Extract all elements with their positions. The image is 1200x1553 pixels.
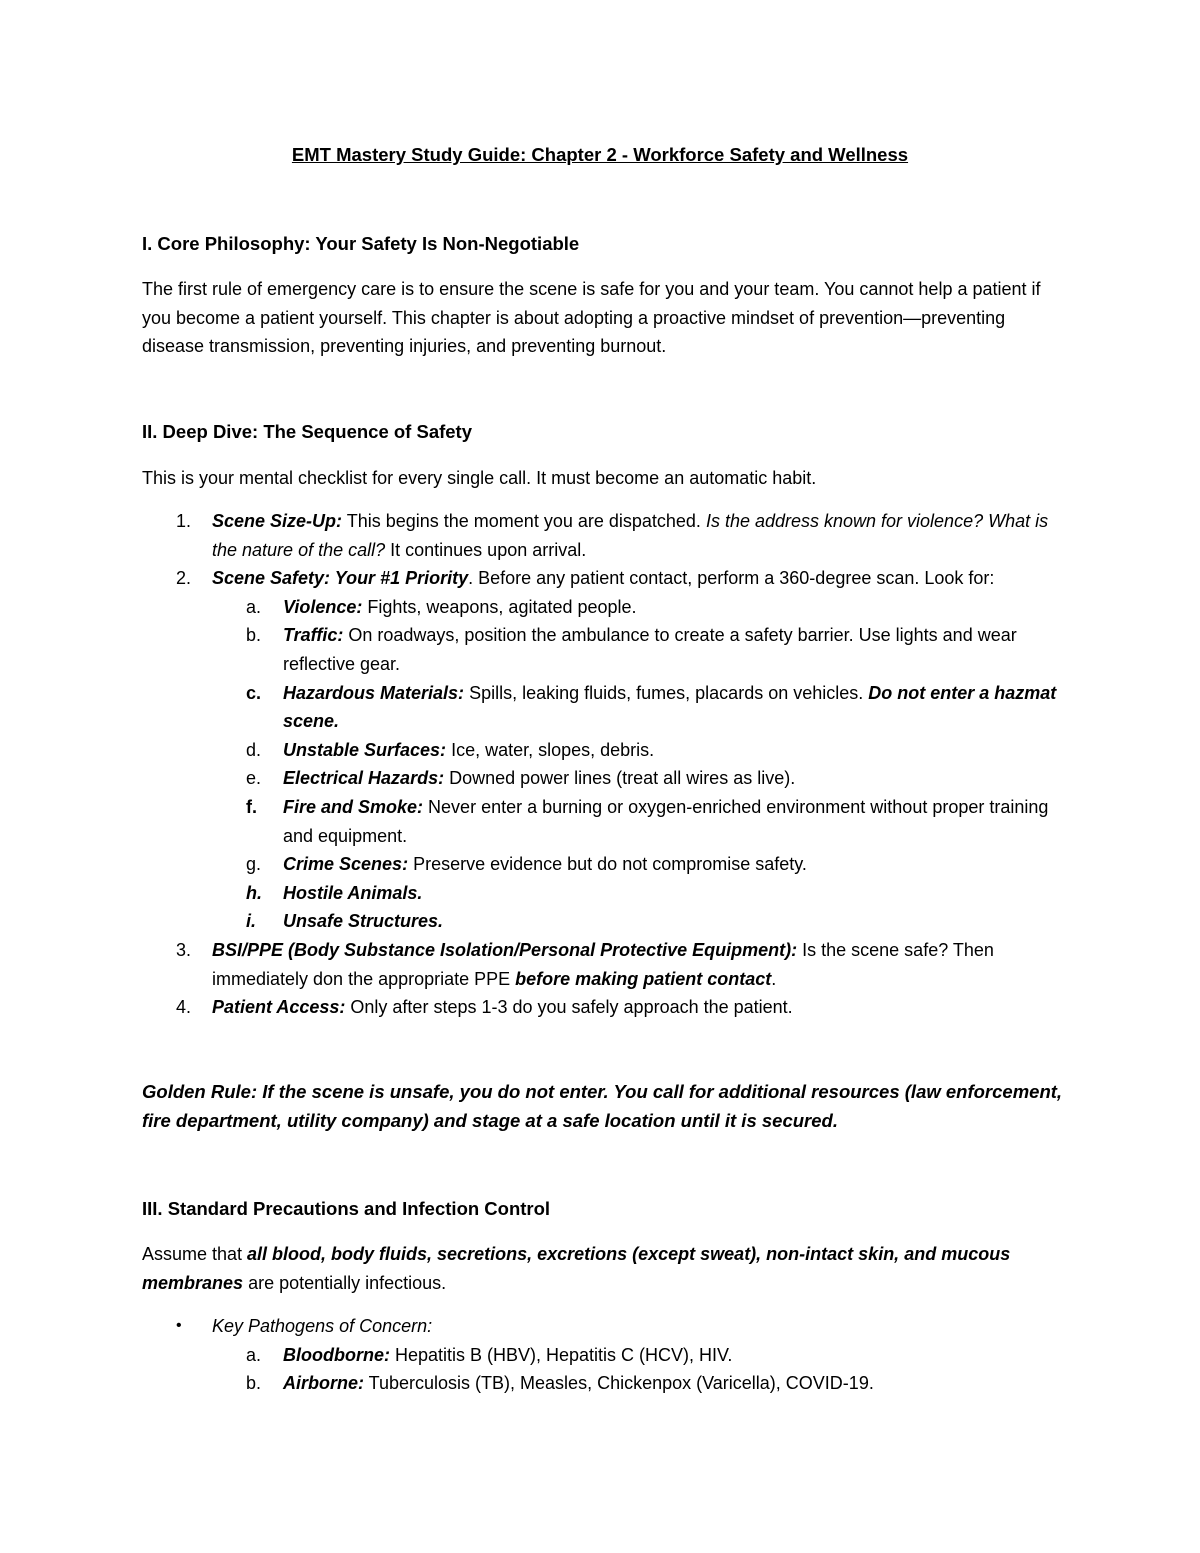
list-italic-text: Is the address known for violence? What is the nature of the call? [212, 511, 1049, 560]
sub-letter: f. [246, 796, 257, 817]
sub-term: Hazardous Materials: [283, 682, 465, 703]
sub-item-traffic [142, 621, 1072, 678]
sub-letter: a. [246, 1344, 262, 1365]
sub-letter: a. [246, 596, 262, 617]
section-heading-sequence-of-safety: II. Deep Dive: The Sequence of Safety [142, 421, 473, 442]
sub-term: Traffic: [283, 625, 344, 646]
sub-bold-text: Do not enter a hazmat scene. [283, 682, 1057, 732]
list-label: Key Pathogens of Concern: [212, 1316, 433, 1336]
pathogen-list [142, 1312, 1072, 1398]
list-term: Scene Size-Up: [212, 511, 343, 531]
list-text: It continues upon arrival. [385, 539, 587, 560]
sub-letter: b. [246, 1373, 262, 1394]
sub-letter: e. [246, 768, 262, 789]
sub-item-crime-scenes [142, 850, 1072, 879]
section-heading-core-philosophy: I. Core Philosophy: Your Safety Is Non-Negotiable [142, 233, 580, 254]
safety-sequence-list [142, 507, 1072, 1022]
sub-text: Preserve evidence but do not compromise safety. [408, 854, 807, 875]
pathogen-sublist [212, 1341, 1072, 1398]
sub-letter: d. [246, 739, 262, 760]
section-heading-standard-precautions: III. Standard Precautions and Infection Control [142, 1198, 551, 1219]
sub-letter: h. [246, 882, 262, 903]
sub-term: Electrical Hazards: [283, 768, 445, 789]
list-term: BSI/PPE (Body Substance Isolation/Personal Protective Equipment): [212, 939, 798, 960]
section-paragraph-core-philosophy: The first rule of emergency care is to ensure the scene is safe for you and your team. You cannot help a patient if you become a patient yourself. This chapter is about adopting a proactive mindset of prevention—preventing disease transmission, preventing injuries, and preventing burnout. [142, 279, 1041, 357]
sub-text: Spills, leaking fluids, fumes, placards on vehicles. [464, 682, 869, 703]
list-number: 2. [176, 568, 192, 589]
sub-letter: c. [246, 682, 262, 703]
sub-text: Hepatitis B (HBV), Hepatitis C (HCV), HIV. [389, 1344, 733, 1365]
intro-text: Assume that [142, 1244, 248, 1264]
sub-text: Tuberculosis (TB), Measles, Chickenpox (Varicella), COVID-19. [364, 1373, 874, 1394]
list-text: This begins the moment you are dispatched. [342, 511, 706, 531]
golden-rule: Golden Rule: If the scene is unsafe, you do not enter. You call for additional resources (law enforcement, fire department, utility company) and stage at a safe location until it is secured. [142, 1081, 1063, 1131]
list-item-scene-size-up [142, 507, 1072, 564]
section-intro-sequence-of-safety: This is your mental checklist for every single call. It must become an automatic habit. [142, 468, 817, 488]
sub-text: On roadways, position the ambulance to create a safety barrier. Use lights and wear reflective gear. [283, 625, 1017, 674]
sub-item-hazardous-materials [142, 679, 1072, 736]
sub-term: Airborne: [283, 1373, 364, 1394]
list-term: Patient Access: [212, 997, 346, 1018]
list-bold-text: before making patient contact [515, 968, 772, 989]
sub-item-unsafe-structures [142, 907, 1072, 936]
sub-item-airborne [142, 1369, 1072, 1398]
sub-text: Fights, weapons, agitated people. [362, 596, 637, 617]
sub-term: Fire and Smoke: [283, 796, 424, 817]
sub-letter: b. [246, 625, 262, 646]
sub-term: Violence: [283, 596, 363, 617]
sub-text: Never enter a burning or oxygen-enriched environment without proper training and equipment. [283, 796, 1049, 846]
sub-text: Downed power lines (treat all wires as live). [444, 768, 796, 789]
section-intro-standard-precautions [142, 1240, 1072, 1297]
sub-item-violence [142, 593, 1072, 622]
sub-letter: i. [246, 911, 257, 932]
scene-hazard-list [212, 593, 1072, 936]
sub-item-fire-and-smoke [142, 793, 1072, 850]
sub-letter: g. [246, 854, 262, 875]
list-text: Only after steps 1-3 do you safely approach the patient. [345, 997, 793, 1018]
sub-term: Crime Scenes: [283, 854, 409, 875]
intro-text: are potentially infectious. [243, 1272, 447, 1293]
sub-term: Hostile Animals. [283, 882, 423, 903]
list-term: Scene Safety: Your #1 Priority [212, 568, 469, 589]
sub-item-hostile-animals [142, 879, 1072, 908]
sub-term: Bloodborne: [283, 1344, 390, 1365]
list-item-scene-safety [142, 564, 1072, 936]
sub-item-bloodborne [142, 1341, 1072, 1370]
bullet-icon: • [176, 1317, 182, 1334]
document-title: EMT Mastery Study Guide: Chapter 2 - Workforce Safety and Wellness [291, 144, 909, 165]
list-text: . Before any patient contact, perform a 360-degree scan. Look for: [468, 568, 995, 589]
sub-item-unstable-surfaces [142, 736, 1072, 765]
intro-bold-text: all blood, body fluids, secretions, excretions (except sweat), non-intact skin, and mucous membranes [142, 1244, 1011, 1293]
list-text: . [771, 968, 777, 989]
list-item-key-pathogens [142, 1312, 1072, 1398]
list-number: 4. [176, 997, 192, 1018]
sub-text: Ice, water, slopes, debris. [446, 739, 655, 760]
list-number: 3. [176, 939, 192, 960]
sub-term: Unstable Surfaces: [283, 739, 447, 760]
list-item-patient-access [142, 993, 1072, 1022]
list-number: 1. [176, 511, 192, 531]
list-text: Is the scene safe? Then immediately don the appropriate PPE [212, 939, 994, 989]
sub-term: Unsafe Structures. [283, 911, 444, 932]
list-item-bsi-ppe [142, 936, 1072, 993]
sub-item-electrical-hazards [142, 764, 1072, 793]
